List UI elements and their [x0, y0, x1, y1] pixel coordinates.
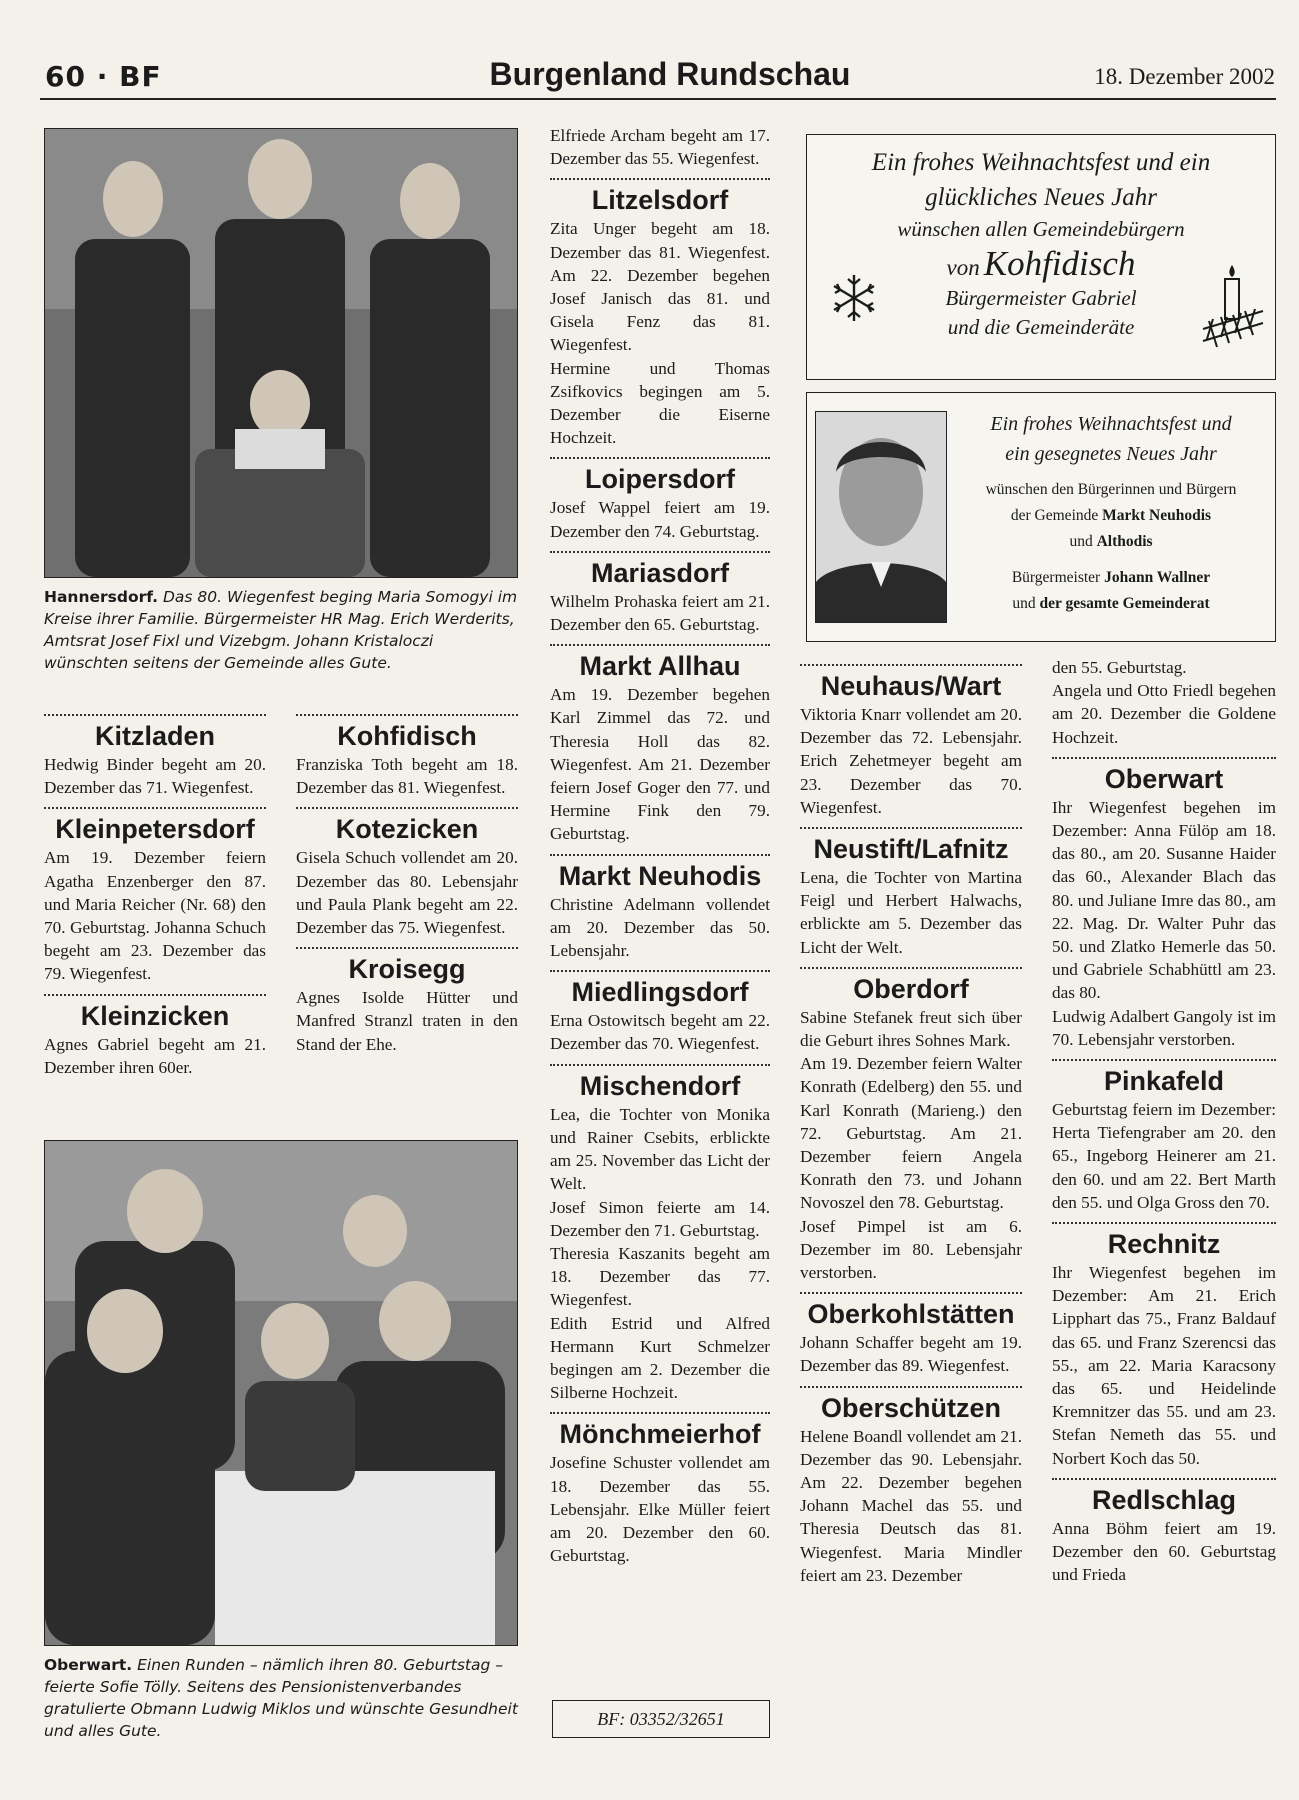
ad1-town: Kohfidisch	[983, 244, 1136, 283]
ad1-sign-line1: Bürgermeister Gabriel	[945, 286, 1137, 310]
section-divider	[550, 178, 770, 180]
section-paragraph: Am 19. Dezember feiern Walter Konrath (Edelberg) den 55. und Karl Konrath (Marieng.) den 72. Geburtstag. Am 21. Dezember feiern Angela Konrath den 73. und Johann Novoszel den 78. Geburtstag.	[800, 1054, 1022, 1213]
column-2	[296, 706, 518, 1056]
ad2-town-neuhodis: Markt Neuhodis	[1102, 507, 1212, 524]
section-divider	[1052, 757, 1276, 759]
section-paragraph: Zita Unger begeht am 18. Dezember das 81. Wiegenfest. Am 22. Dezember begehen Josef Janisch das 81. und Gisela Fenz das 81. Wiegenfest.	[550, 219, 770, 355]
section-divider	[44, 994, 266, 996]
section-paragraph: Lena, die Tochter von Martina Feigl und Herbert Halwachs, erblickte am 5. Dezember das Licht der Welt.	[800, 868, 1022, 957]
column-3	[550, 124, 770, 1567]
section-heading: Kohfidisch	[337, 721, 477, 751]
page-number: 60 · BF	[45, 60, 162, 93]
section-paragraph: Johann Schaffer begeht am 19. Dezember das 89. Wiegenfest.	[800, 1333, 1022, 1376]
section-heading: Kitzladen	[94, 721, 215, 751]
mayor-portrait-image	[816, 412, 946, 622]
candle-branch-icon	[1199, 259, 1267, 355]
caption-text: Das 80. Wiegenfest beging Maria Somogyi im Kreise ihrer Familie. Bürgermeister HR Mag. Erich Werderits, Amtsrat Josef Fixl und Vizebgm. Johann Kristaloczi wünschten seitens der Gemeinde alles Gute.	[44, 588, 518, 672]
section-heading: Kleinzicken	[80, 1000, 230, 1031]
newspaper-title: Burgenland Rundschau	[489, 56, 851, 92]
section-divider	[1052, 1478, 1276, 1480]
section-paragraph: Franziska Toth begeht am 18. Dezember das 81. Wiegenfest.	[296, 755, 518, 798]
ad2-und: und	[1069, 533, 1093, 550]
section-paragraph: Erna Ostowitsch begeht am 22. Dezember das 70. Wiegenfest.	[550, 1011, 770, 1054]
section-paragraph: Lea, die Tochter von Monika und Rainer Csebits, erblickte am 25. November das Licht der Welt.	[550, 1104, 770, 1194]
ad1-von: von	[946, 255, 980, 280]
ad1-sign-line2: und die Gemeinderäte	[947, 315, 1135, 339]
ad2-mayor-title: Bürgermeister	[1011, 569, 1101, 586]
ad2-town-althodis: Althodis	[1096, 533, 1153, 550]
section-paragraph: Gisela Schuch vollendet am 20. Dezember das 80. Lebensjahr und Paula Plank begeht am 22. Dezember das 75. Wiegenfest.	[296, 848, 518, 938]
section-heading: Rechnitz	[1107, 1229, 1221, 1260]
section-divider	[1052, 1059, 1276, 1061]
ad2-wish-line2	[947, 503, 1275, 529]
section-paragraph: Ihr Wiegenfest begehen im Dezember: Am 21. Erich Lipphart das 75., Franz Baldauf das 65. und Franz Szerencsi das 55., am 22. Maria Karacsony das 65. und Heidelinde Kremnitzer das 55. und am 23. Stefan Nemeth das 55. und Norbert Koch das 50.	[1052, 1263, 1276, 1468]
section-paragraph: Agnes Isolde Hütter und Manfred Stranzl traten in den Stand der Ehe.	[296, 988, 518, 1054]
issue-date: 18. Dezember 2002	[1094, 64, 1275, 89]
section-paragraph: Josef Simon feierte am 14. Dezember den 71. Geburtstag.	[550, 1197, 770, 1240]
ad2-und2: und	[1012, 595, 1036, 612]
section-divider	[296, 947, 518, 949]
ad2-council: der gesamte Gemeinderat	[1039, 595, 1210, 612]
ad1-greeting-line3: wünschen allen Gemeindebürgern	[897, 217, 1185, 241]
section-heading: Oberdorf	[853, 973, 969, 1004]
section-paragraph: Agnes Gabriel begeht am 21. Dezember ihren 60er.	[44, 1034, 266, 1077]
section-divider	[800, 967, 1022, 969]
section-paragraph: Hedwig Binder begeht am 20. Dezember das 71. Wiegenfest.	[44, 755, 266, 798]
section-divider	[296, 807, 518, 809]
section-paragraph: Josef Pimpel ist am 6. Dezember im 80. Lebensjahr verstorben.	[800, 1216, 1022, 1283]
section-paragraph: Wilhelm Prohaska feiert am 21. Dezember den 65. Geburtstag.	[550, 591, 770, 635]
section-paragraph: Theresia Kaszanits begeht am 18. Dezember das 77. Wiegenfest.	[550, 1243, 770, 1310]
ad2-greeting-line2: ein gesegnetes Neues Jahr	[1005, 443, 1217, 465]
section-paragraph: Edith Estrid und Alfred Hermann Kurt Schmelzer begingen am 2. Dezember die Silberne Hochzeit.	[550, 1313, 770, 1403]
section-heading: Mariasdorf	[590, 557, 730, 588]
photo-oberwart-caption	[44, 1654, 520, 1742]
section-heading: Miedlingsdorf	[571, 977, 749, 1008]
section-heading: Kotezicken	[335, 814, 479, 845]
column-1	[44, 706, 266, 1079]
ad2-sign-line2	[947, 591, 1275, 617]
ad-markt-neuhodis	[806, 392, 1276, 642]
section-divider	[550, 854, 770, 856]
section-paragraph: Ludwig Adalbert Gangoly ist im 70. Lebensjahr verstorben.	[1052, 1006, 1276, 1049]
section-heading: Pinkafeld	[1103, 1066, 1225, 1097]
photo-oberwart-image	[45, 1141, 517, 1645]
section-paragraph: Viktoria Knarr vollendet am 20. Dezember das 72. Lebensjahr. Erich Zehetmeyer begeht am 23. Dezember das 70. Wiegenfest.	[800, 705, 1022, 817]
section-divider	[550, 1412, 770, 1414]
intro-paragraph: Angela und Otto Friedl begehen am 20. Dezember die Goldene Hochzeit.	[1052, 681, 1276, 747]
column-5	[1052, 656, 1276, 1587]
section-divider	[550, 644, 770, 646]
section-heading: Kroisegg	[348, 954, 466, 985]
ad2-mayor-name: Johann Wallner	[1104, 569, 1211, 586]
section-heading: Markt Allhau	[579, 651, 741, 682]
section-divider	[550, 551, 770, 553]
photo-hannersdorf	[44, 128, 518, 578]
section-divider	[800, 827, 1022, 829]
section-paragraph: Josef Wappel feiert am 19. Dezember den 74. Geburtstag.	[550, 498, 770, 541]
caption-text: Einen Runden – nämlich ihren 80. Geburtstag – feierte Sofie Tölly. Seitens des Pensionistenverbandes gratulierte Obmann Ludwig Miklos und wünschte Gesundheit und alles Gute.	[44, 1656, 518, 1740]
section-paragraph: Christine Adelmann vollendet am 20. Dezember das 50. Lebensjahr.	[550, 894, 770, 961]
section-heading: Markt Neuhodis	[558, 860, 762, 891]
section-paragraph: Helene Boandl vollendet am 21. Dezember das 90. Lebensjahr. Am 22. Dezember begehen Johann Machel das 55. und Theresia Deutsch das 81. Wiegenfest. Maria Mindler feiert am 23. Dezember	[800, 1426, 1022, 1585]
section-divider	[800, 1386, 1022, 1388]
column-4	[800, 656, 1022, 1587]
section-divider	[550, 457, 770, 459]
ad2-greeting-line1: Ein frohes Weihnachtsfest und	[990, 413, 1232, 435]
phone-box: BF: 03352/32651	[552, 1700, 770, 1738]
photo-hannersdorf-image	[45, 129, 517, 577]
section-heading: Loipersdorf	[584, 464, 735, 495]
ad2-wish-line3	[947, 529, 1275, 555]
section-divider	[800, 1292, 1022, 1294]
section-divider	[1052, 1222, 1276, 1224]
section-paragraph: Anna Böhm feiert am 19. Dezember den 60. Geburtstag und Frieda	[1052, 1518, 1276, 1585]
ad2-wish-line1: wünschen den Bürgerinnen und Bürgern	[985, 481, 1237, 498]
section-heading: Neustift/Lafnitz	[813, 834, 1009, 865]
ad2-wish-prefix: der Gemeinde	[1010, 507, 1099, 524]
section-heading: Oberschützen	[820, 1392, 1002, 1423]
section-heading: Kleinpetersdorf	[55, 814, 255, 845]
ad-kohfidisch	[806, 134, 1276, 380]
section-divider	[800, 664, 1022, 666]
photo-hannersdorf-caption	[44, 586, 520, 674]
section-paragraph: Ihr Wiegenfest begehen im Dezember: Anna Fülöp am 18. das 80., am 20. Susanne Haider das 60., Alexander Blach das 80. und Juliane Imre das 80., am 22. Mag. Dr. Walter Puhr das 50. und Zlatko Hemerle das 50. und Gabriele Schabhüttl am 23. das 80.	[1052, 797, 1276, 1003]
section-heading: Mönchmeierhof	[559, 1419, 761, 1450]
section-paragraph: Am 19. Dezember begehen Karl Zimmel das 72. und Theresia Holl das 82. Wiegenfest. Am 21. Dezember feiern Josef Goger den 77. und Hermine Fink den 79. Geburtstag.	[550, 685, 770, 844]
section-heading: Mischendorf	[579, 1070, 741, 1101]
section-divider	[44, 714, 266, 716]
section-divider	[550, 970, 770, 972]
section-paragraph: Hermine und Thomas Zsifkovics begingen am 5. Dezember die Eiserne Hochzeit.	[550, 358, 770, 448]
mayor-portrait	[815, 411, 947, 623]
section-heading: Oberwart	[1104, 763, 1224, 794]
section-divider	[296, 714, 518, 716]
ad1-greeting-line2: glückliches Neues Jahr	[925, 184, 1157, 211]
header-rule	[40, 98, 1276, 100]
section-divider	[44, 807, 266, 809]
section-divider	[550, 1064, 770, 1066]
section-heading: Neuhaus/Wart	[820, 671, 1002, 701]
caption-place: Oberwart.	[44, 1656, 133, 1674]
intro-paragraph: Elfriede Archam begeht am 17. Dezember das 55. Wiegenfest.	[550, 126, 770, 169]
snowflake-icon	[829, 273, 879, 323]
intro-paragraph: den 55. Geburtstag.	[1052, 658, 1187, 677]
section-paragraph: Sabine Stefanek freut sich über die Geburt ihres Sohnes Mark.	[800, 1007, 1022, 1051]
section-heading: Redlschlag	[1091, 1484, 1237, 1515]
section-paragraph: Am 19. Dezember feiern Agatha Enzenberger den 87. und Maria Reicher (Nr. 68) den 70. Geburtstag. Johanna Schuch begeht am 23. Dezember das 79. Wiegenfest.	[44, 848, 266, 984]
caption-place: Hannersdorf.	[44, 588, 159, 606]
photo-oberwart	[44, 1140, 518, 1646]
section-paragraph: Josefine Schuster vollendet am 18. Dezember das 55. Lebensjahr. Elke Müller feiert am 20. Dezember den 60. Geburtstag.	[550, 1453, 770, 1566]
section-heading: Oberkohlstätten	[807, 1299, 1015, 1330]
ad2-sign-line1	[947, 565, 1275, 591]
ad1-greeting-line1: Ein frohes Weihnachtsfest und ein	[871, 149, 1211, 176]
section-heading: Litzelsdorf	[591, 185, 729, 216]
section-paragraph: Geburtstag feiern im Dezember: Herta Tiefengraber am 20. den 65., Ingeborg Heinerer am 21. den 60. und am 22. Bert Marth den 55. und Olga Gross den 70.	[1052, 1100, 1276, 1212]
